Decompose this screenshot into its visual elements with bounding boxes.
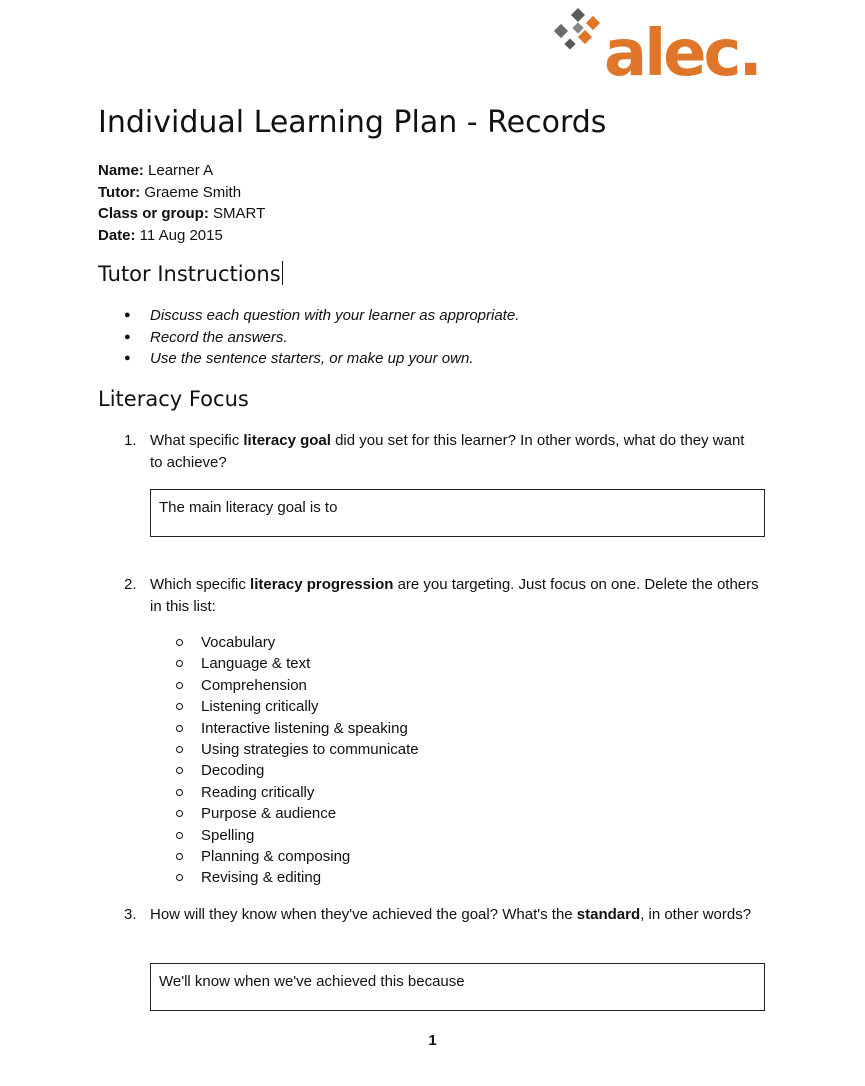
progression-option[interactable]: Revising & editing bbox=[176, 867, 419, 888]
question-text-part: did you set for this learner? In other words, what do they want to achieve? bbox=[150, 432, 745, 471]
question-text bbox=[150, 574, 760, 618]
list-item: ● Use the sentence starters, or make up your own. bbox=[124, 348, 519, 370]
tutor-value: Graeme Smith bbox=[140, 183, 242, 201]
question-number: 2. bbox=[124, 576, 137, 593]
star-mark-icon bbox=[552, 6, 612, 64]
alec-logo bbox=[552, 6, 772, 98]
progression-option[interactable]: Interactive listening & speaking bbox=[176, 718, 419, 739]
logo-wordmark: alec. bbox=[604, 17, 760, 91]
question-keyword: literacy progression bbox=[250, 576, 394, 593]
list-item: ● Record the answers. bbox=[124, 327, 519, 349]
class-value: SMART bbox=[208, 205, 266, 222]
name-value: Learner A bbox=[143, 162, 214, 179]
question-text-part: How will they know when they've achieved the goal? What's the bbox=[150, 906, 577, 923]
question-text-part: are you targeting. Just focus on one. Delete the others in this list: bbox=[150, 576, 759, 615]
name-row bbox=[98, 160, 265, 182]
tutor-label: Tutor: bbox=[98, 183, 141, 201]
page-title: Individual Learning Plan - Records bbox=[98, 105, 607, 140]
tutor-instructions-list bbox=[124, 305, 519, 370]
progression-option[interactable]: Reading critically bbox=[176, 782, 419, 803]
progression-option[interactable]: Listening critically bbox=[176, 696, 419, 717]
list-item: ● Discuss each question with your learner as appropriate. bbox=[124, 305, 519, 327]
page-number: 1 bbox=[428, 1032, 437, 1049]
question-number: 3. bbox=[124, 906, 137, 923]
progression-option[interactable]: Using strategies to communicate bbox=[176, 739, 419, 760]
class-row bbox=[98, 203, 265, 225]
question-keyword: standard bbox=[576, 906, 641, 923]
progression-option[interactable]: Comprehension bbox=[176, 675, 419, 696]
tutor-instructions-heading-text: Tutor Instructions bbox=[98, 262, 281, 286]
progression-option[interactable]: Language & text bbox=[176, 653, 419, 674]
question-text bbox=[150, 430, 760, 474]
tutor-instructions-heading bbox=[98, 260, 283, 288]
progression-option[interactable]: Vocabulary bbox=[176, 632, 419, 653]
question-number: 1. bbox=[124, 432, 137, 449]
tutor-row bbox=[98, 182, 265, 204]
question-text-part: What specific bbox=[150, 432, 244, 449]
learner-details bbox=[98, 160, 265, 246]
progression-option[interactable]: Planning & composing bbox=[176, 846, 419, 867]
answer-box-1[interactable]: The main literacy goal is to bbox=[150, 489, 765, 537]
name-label: Name: bbox=[98, 162, 144, 179]
text-cursor bbox=[282, 261, 284, 285]
question-text bbox=[150, 904, 760, 926]
date-value: 11 Aug 2015 bbox=[135, 226, 223, 244]
question-text-part: , in other words? bbox=[640, 906, 752, 923]
answer-box-3[interactable]: We'll know when we've achieved this because bbox=[150, 963, 765, 1011]
question-text-part: Which specific bbox=[150, 576, 251, 593]
progression-options-list bbox=[176, 632, 419, 889]
progression-option[interactable]: Decoding bbox=[176, 760, 419, 781]
date-row bbox=[98, 225, 265, 247]
question-keyword: literacy goal bbox=[243, 432, 331, 449]
literacy-focus-heading: Literacy Focus bbox=[98, 387, 249, 411]
progression-option[interactable]: Spelling bbox=[176, 825, 419, 846]
class-label: Class or group: bbox=[98, 205, 209, 222]
progression-option[interactable]: Purpose & audience bbox=[176, 803, 419, 824]
date-label: Date: bbox=[98, 226, 136, 244]
